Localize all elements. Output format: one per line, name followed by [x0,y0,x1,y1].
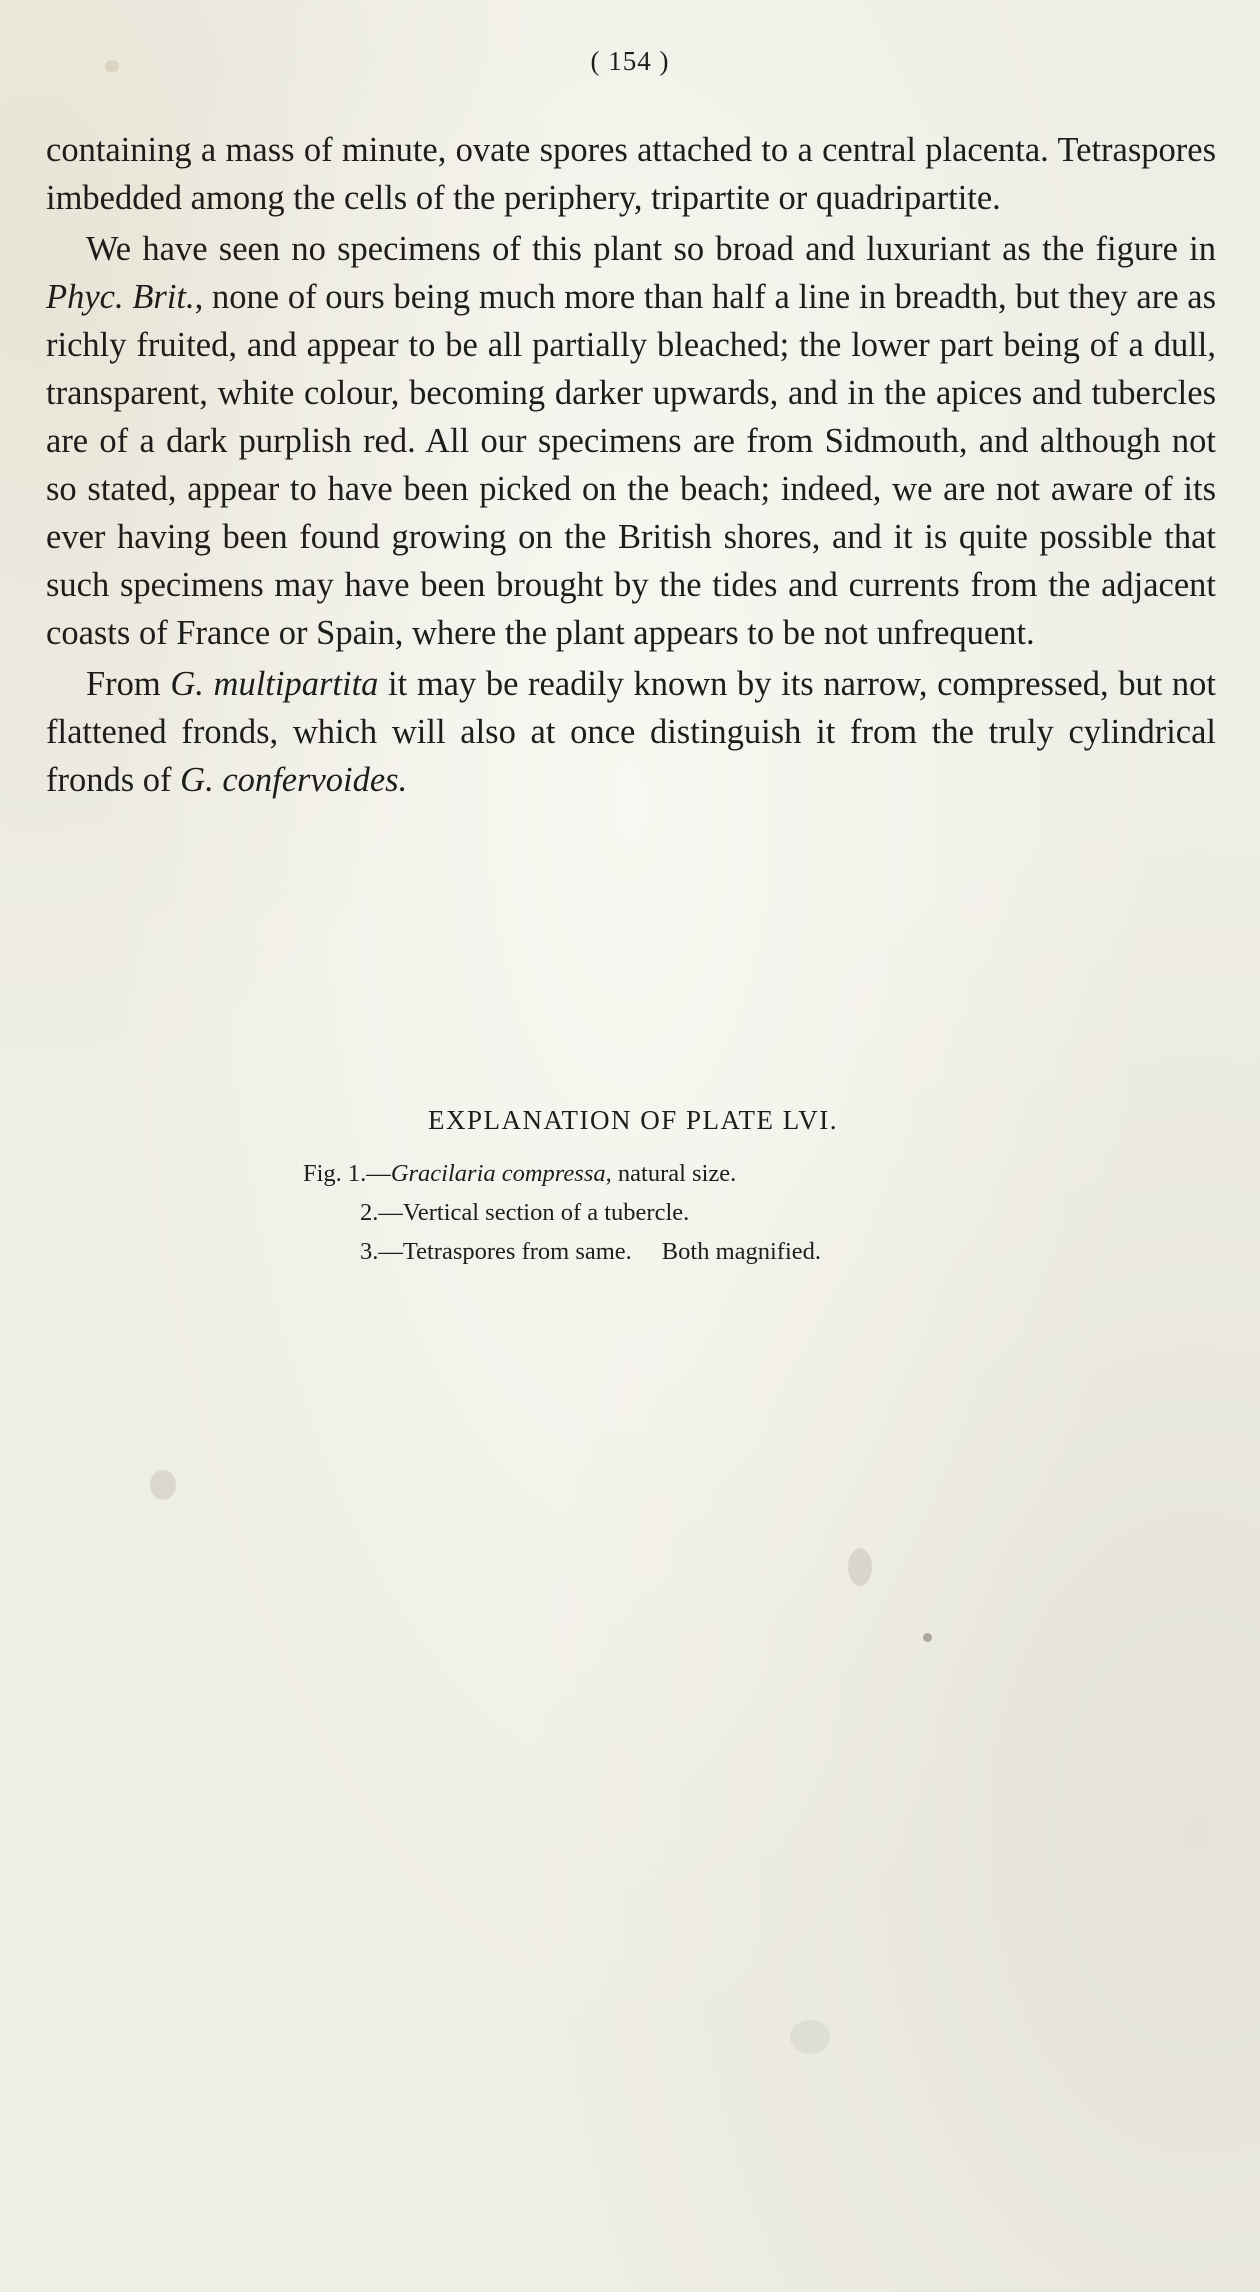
figure-1-species: Gracilaria compressa, [390,1160,612,1187]
paper-speck [105,60,119,72]
figure-3-note: Both magnified. [661,1238,822,1265]
figure-2-text: 2.—Vertical section of a tubercle. [360,1199,690,1226]
paragraph-3-text-a: From [86,665,171,703]
paper-speck [848,1548,872,1586]
paragraph-3-species-b: G. confervoides. [180,761,408,799]
body-text [46,126,1216,804]
explanation-heading: EXPLANATION OF PLATE LVI. [427,1105,838,1135]
figure-list [303,1154,1003,1271]
paragraph-2-text-b: , none of ours being much more than half a line in breadth, but they are as richly fruited, and appear to be all partially bleached; the lower part being of a dull, transparent, white colour, becoming darker upwards, and in the apices and tubercles are of a dark purplish red. All our specimens are from Sidmouth, and although not so stated, appear to have been picked on the beach; indeed, we are not aware of its ever having been found growing on the British shores, and it is quite possible that such specimens may have been brought by the tides and currents from the adjacent coasts of France or Spain, where the plant appears to be not unfrequent. [46,278,1216,652]
paragraph-3 [46,660,1216,804]
figure-1-suffix: natural size. [611,1160,737,1187]
figure-3-text: 3.—Tetraspores from same. [360,1238,632,1265]
page-number: ( 154 ) [590,46,670,76]
paragraph-2 [46,225,1216,657]
paragraph-3-species-a: G. multipartita [170,665,379,703]
figure-caption-2 [303,1193,1003,1232]
figure-1-prefix: Fig. 1.— [303,1160,391,1187]
paragraph-2-text-a: We have seen no specimens of this plant so broad and luxuriant as the figure in [86,230,1216,268]
paper-speck [923,1633,932,1642]
paragraph-1 [46,126,1216,222]
paragraph-2-citation: Phyc. Brit. [46,278,195,316]
figure-caption-3 [303,1232,1003,1271]
paragraph-3-text-b: it may be readily known by its narrow, compressed, but not flattened fronds, which will also at once distinguish it from the truly cylindrical fronds of [46,665,1216,799]
plate-explanation [0,1105,1260,1271]
paper-speck [150,1470,176,1500]
paper-speck [790,2020,830,2054]
paragraph-1-text: containing a mass of minute, ovate spores attached to a central placenta. Tetraspores imbedded among the cells of the periphery, tripartite or quadripartite. [46,131,1216,217]
figure-caption-1 [303,1154,1003,1193]
